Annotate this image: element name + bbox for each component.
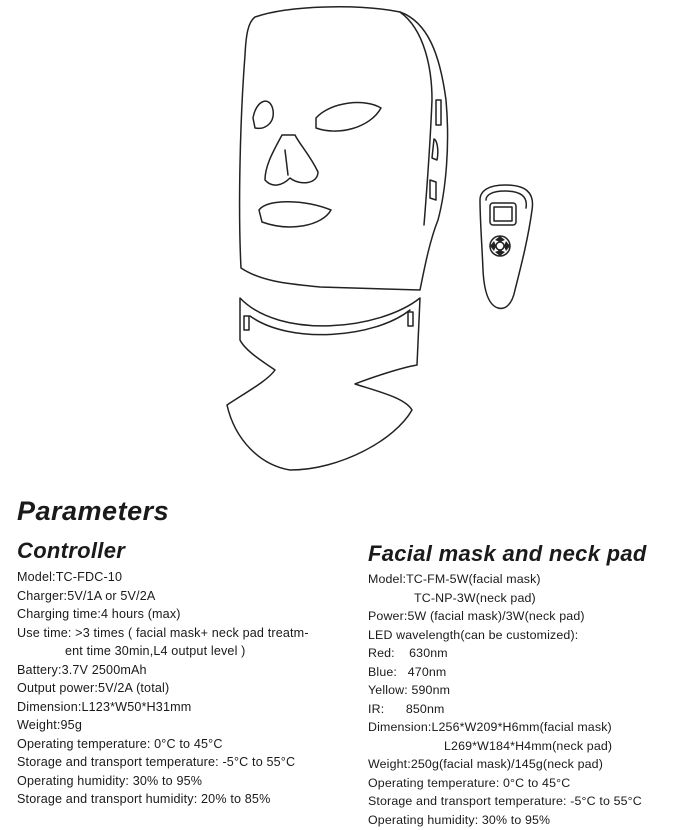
spec-line: Battery:3.7V 2500mAh: [17, 662, 147, 677]
spec-line: Model:TC-FM-5W(facial mask): [368, 572, 541, 586]
spec-line: L269*W184*H4mm(neck pad): [444, 738, 613, 753]
spec-line: Charging time:4 hours (max): [17, 607, 181, 621]
spec-line: Storage and transport temperature: -5°C to 55°C: [368, 794, 642, 808]
page-title: Parameters: [17, 496, 170, 526]
neck-pad-drawing: [227, 298, 420, 470]
spec-line: IR: 850nm: [368, 701, 445, 716]
spec-line: Output power:5V/2A (total): [17, 681, 170, 695]
spec-line: Charger:5V/1A or 5V/2A: [17, 588, 156, 603]
spec-line: Operating humidity: 30% to 95%: [368, 812, 551, 827]
spec-line: Dimension:L123*W50*H31mm: [17, 699, 192, 714]
spec-line: ent time 30min,L4 output level ): [65, 644, 246, 658]
controller-section: [17, 538, 357, 809]
spec-line: Blue: 470nm: [368, 664, 447, 679]
mask-title: Facial mask and neck pad: [368, 541, 647, 566]
spec-line: Dimension:L256*W209*H6mm(facial mask): [368, 720, 612, 734]
facial-mask-drawing: [240, 7, 448, 290]
spec-line: Storage and transport temperature: -5°C to 55°C: [17, 755, 296, 769]
spec-line: Red: 630nm: [368, 646, 448, 660]
spec-line: Model:TC-FDC-10: [17, 570, 123, 584]
spec-line: Operating temperature: 0°C to 45°C: [368, 775, 571, 790]
spec-line: Operating temperature: 0°C to 45°C: [17, 736, 223, 751]
spec-line: Weight:250g(facial mask)/145g(neck pad): [368, 757, 603, 771]
spec-line: Power:5W (facial mask)/3W(neck pad): [368, 609, 585, 623]
spec-line: Storage and transport humidity: 20% to 85%: [17, 792, 271, 806]
spec-line: TC-NP-3W(neck pad): [414, 590, 536, 605]
spec-line: LED wavelength(can be customized):: [368, 627, 579, 642]
spec-line: Use time: >3 times ( facial mask+ neck pad treatm-: [17, 625, 309, 640]
spec-line: Weight:95g: [17, 718, 82, 732]
mask-section: [368, 542, 698, 829]
controller-title: Controller: [17, 538, 126, 563]
spec-line: Yellow: 590nm: [368, 683, 451, 697]
spec-line: Operating humidity: 30% to 95%: [17, 773, 203, 788]
